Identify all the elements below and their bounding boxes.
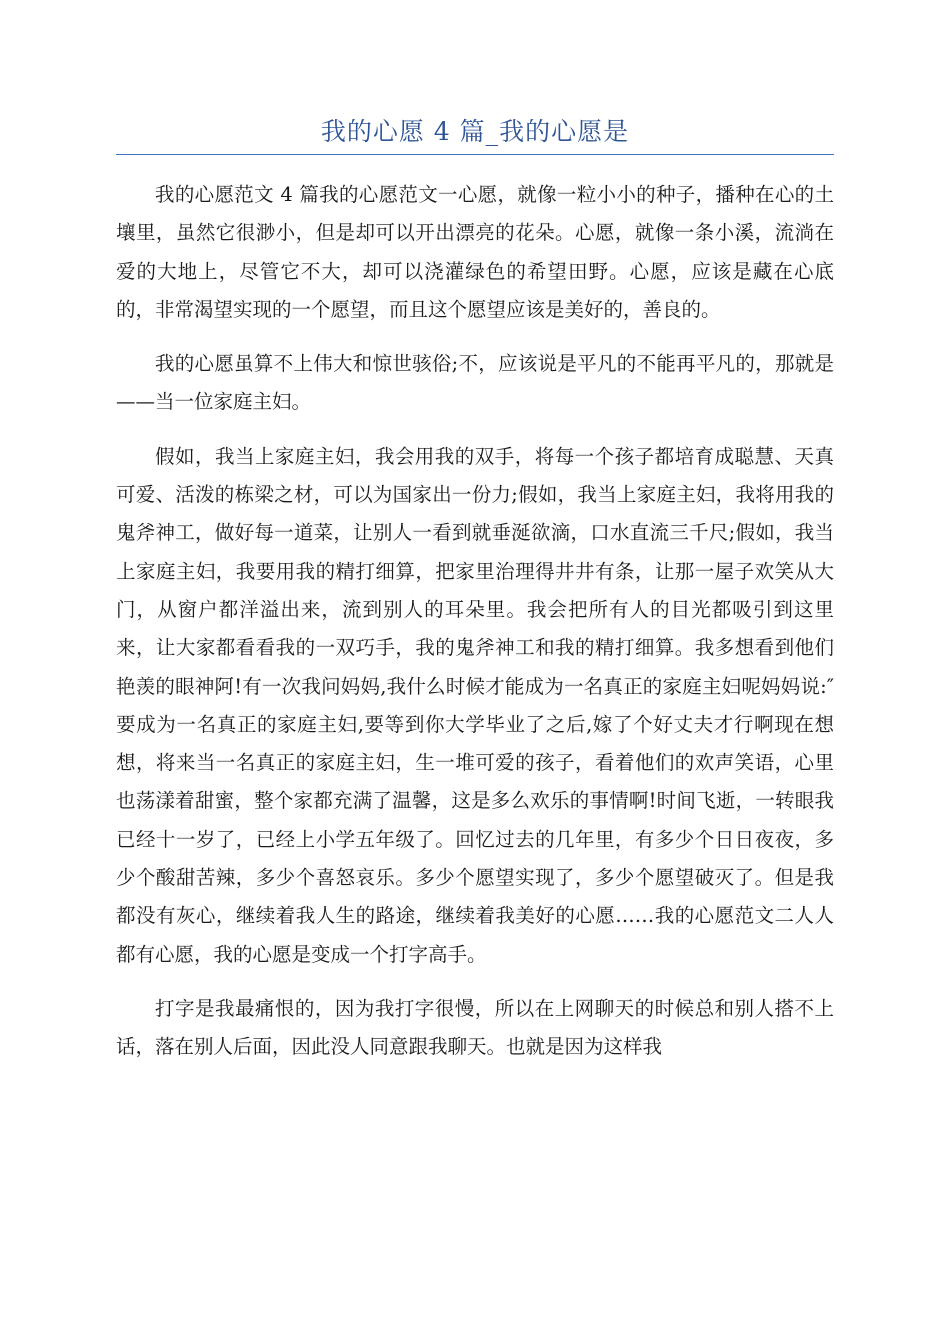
paragraph-3: 假如，我当上家庭主妇，我会用我的双手，将每一个孩子都培育成聪慧、天真可爱、活泼的栋梁之材，可以为国家出一份力;假如，我当上家庭主妇，我将用我的鬼斧神工，做好每一道菜，让别人一看到就垂涎欲滴，口水直流三千尺;假如，我当上家庭主妇，我要用我的精打细算，把家里治理得井井有条，让那一屋子欢笑从大门，从窗户都洋溢出来，流到别人的耳朵里。我会把所有人的目光都吸引到这里来，让大家都看看我的一双巧手，我的鬼斧神工和我的精打细算。我多想看到他们艳羡的眼神阿!有一次我问妈妈,我什么时候才能成为一名真正的家庭主妇呢妈妈说:″要成为一名真正的家庭主妇,要等到你大学毕业了之后,嫁了个好丈夫才行啊现在想想，将来当一名真正的家庭主妇，生一堆可爱的孩子，看着他们的欢声笑语，心里也荡漾着甜蜜，整个家都充满了温馨，这是多么欢乐的事情啊!时间飞逝，一转眼我已经十一岁了，已经上小学五年级了。回忆过去的几年里，有多少个日日夜夜，多少个酸甜苦辣，多少个喜怒哀乐。多少个愿望实现了，多少个愿望破灭了。但是我都没有灰心，继续着我人生的路途，继续着我美好的心愿……我的心愿范文二人人都有心愿，我的心愿是变成一个打字高手。 xyxy=(116,444,834,966)
paragraph-2: 我的心愿虽算不上伟大和惊世骇俗;不，应该说是平凡的不能再平凡的，那就是——当一位家庭主妇。 xyxy=(116,352,834,414)
paragraph-1: 我的心愿范文 4 篇我的心愿范文一心愿，就像一粒小小的种子，播种在心的土壤里，虽然它很渺小，但是却可以开出漂亮的花朵。心愿，就像一条小溪，流淌在爱的大地上，尽管它不大，却可以浇灌绿色的希望田野。心愿，应该是藏在心底的，非常渴望实现的一个愿望，而且这个愿望应该是美好的，善良的。 xyxy=(116,183,834,321)
title-underline xyxy=(116,154,834,155)
document-body xyxy=(116,176,834,1083)
paragraph-4: 打字是我最痛恨的，因为我打字很慢，所以在上网聊天的时候总和别人搭不上话，落在别人后面，因此没人同意跟我聊天。也就是因为这样我 xyxy=(116,996,834,1059)
document-title: 我的心愿 4 篇_我的心愿是 xyxy=(320,117,630,146)
